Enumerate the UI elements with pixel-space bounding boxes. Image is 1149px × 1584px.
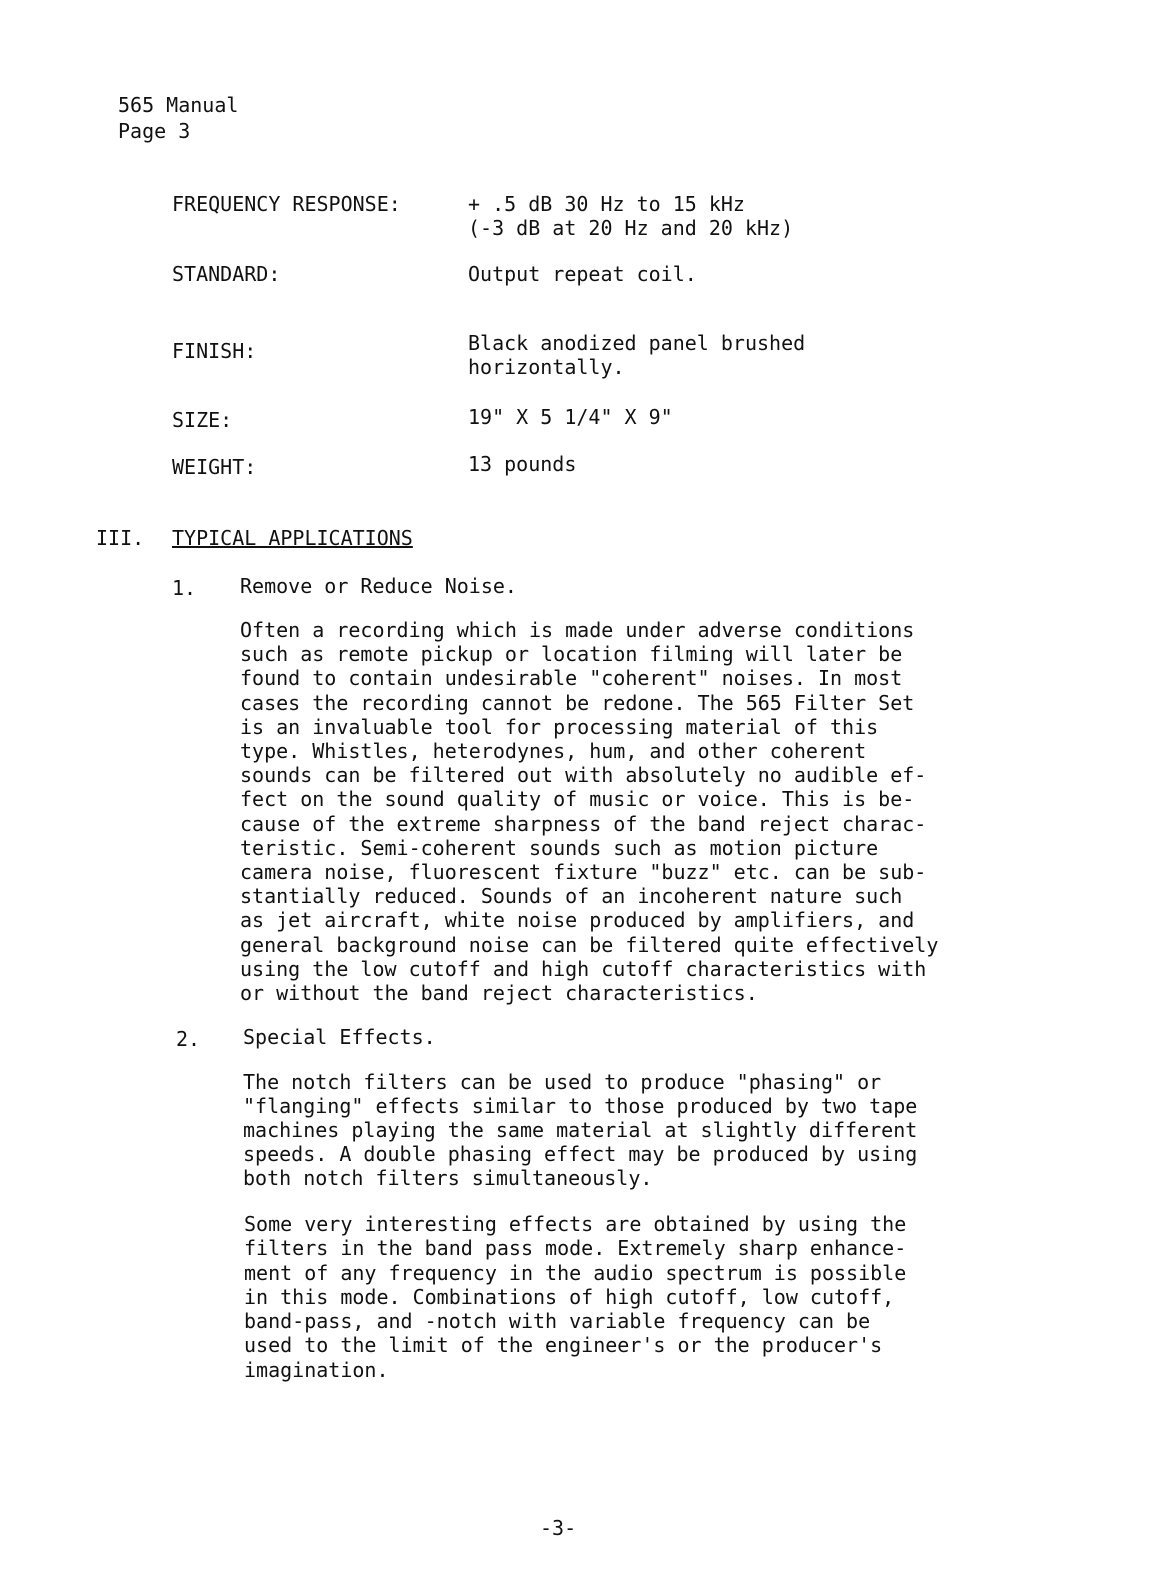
section-title: TYPICAL APPLICATIONS <box>172 526 413 550</box>
page-label: Page 3 <box>118 119 191 143</box>
item-title: Remove or Reduce Noise. <box>240 574 517 598</box>
spec-label: FREQUENCY RESPONSE: <box>172 192 401 216</box>
spec-label: FINISH: <box>172 339 257 363</box>
item-number: 2. <box>176 1027 201 1051</box>
spec-label: WEIGHT: <box>172 455 257 479</box>
spec-value: Black anodized panel brushed horizontally. <box>468 331 806 379</box>
section-number: III. <box>96 526 145 550</box>
spec-label: STANDARD: <box>172 262 281 286</box>
spec-label: SIZE: <box>172 408 233 432</box>
page-number: -3- <box>540 1516 577 1540</box>
spec-value: 19" X 5 1/4" X 9" <box>468 405 673 429</box>
paragraph: Often a recording which is made under adverse conditions such as remote pickup or location filming will later be found to contain undesirable "coherent" noises. In most cases the recording cannot be redone. The 565 Filter Set is an invaluable tool for processing material of this type. Whistles, heterodynes, hum, and other coherent sounds can be filtered out with absolutely no audible ef- fect on the sound quality of music or voice. This is be- cause of the extreme sharpness of the band reject charac- teristic. Semi-coherent sounds such as motion picture camera noise, fluorescent fixture "buzz" etc. can be sub- stantially reduced. Sounds of an incoherent nature such as jet aircraft, white noise produced by amplifiers, and general background noise can be filtered quite effectively using the low cutoff and high cutoff characteristics with or without the band reject characteristics. <box>240 618 939 1006</box>
spec-value: 13 pounds <box>468 452 577 476</box>
page-header <box>118 92 238 144</box>
paragraph: The notch filters can be used to produce "phasing" or "flanging" effects similar to those produced by two tape machines playing the same material at slightly different speeds. A double phasing effect may be produced by using both notch filters simultaneously. <box>243 1070 918 1190</box>
spec-value: Output repeat coil. <box>468 262 697 286</box>
spec-value: + .5 dB 30 Hz to 15 kHz (-3 dB at 20 Hz and 20 kHz) <box>468 192 794 240</box>
manual-title: 565 Manual <box>118 93 239 117</box>
item-number: 1. <box>172 576 197 600</box>
paragraph: Some very interesting effects are obtained by using the filters in the band pass mode. Extremely sharp enhance- ment of any frequency in the audio spectrum is possible in this mode. Combinations of high cutoff, low cutoff, band-pass, and -notch with variable frequency can be used to the limit of the engineer's or the producer's imagination. <box>244 1212 907 1382</box>
item-title: Special Effects. <box>243 1025 436 1049</box>
